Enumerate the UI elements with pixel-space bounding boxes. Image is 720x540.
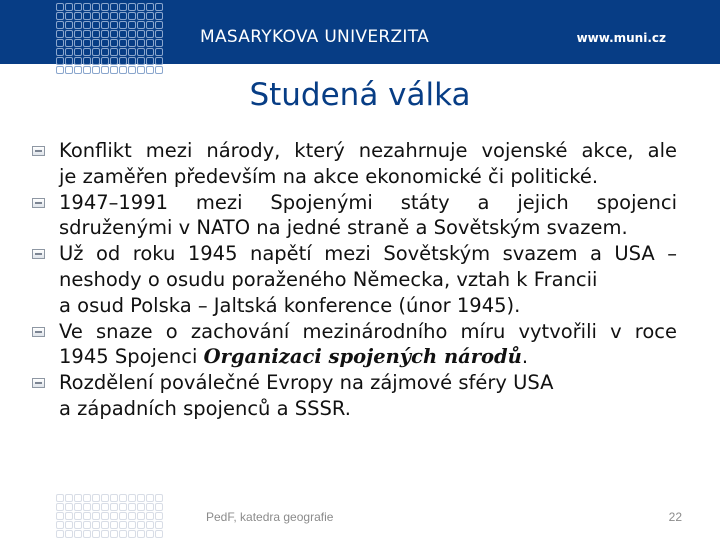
bullet-icon [32,198,45,208]
dot [56,48,64,56]
dot [119,48,127,56]
dot [101,530,109,538]
dot [155,512,163,520]
dot [110,57,118,65]
dot [56,494,64,502]
bullet-list [32,138,677,422]
dot [83,39,91,47]
dot [137,512,145,520]
dot [119,512,127,520]
bullet-item [32,319,677,371]
bullet-line: sdruženými v NATO na jedné straně a Sovětským svazem. [59,216,628,240]
dot [137,494,145,502]
bullet-line [59,344,677,370]
bullet-icon [32,327,45,337]
dot [128,512,136,520]
dot [110,3,118,11]
dot [92,12,100,20]
bullet-line: Konflikt mezi národy, který nezahrnuje vojenské akce, ale [59,139,677,162]
dot [119,521,127,529]
dot [83,21,91,29]
dot [92,39,100,47]
bullet-icon [32,378,45,388]
dot [65,494,73,502]
dot [101,66,109,74]
dot [110,48,118,56]
dot [65,21,73,29]
dot [146,12,154,20]
dot [56,530,64,538]
bullet-item [32,138,677,190]
bullet-item [32,241,677,318]
bullet-line: Rozdělení poválečné Evropy na zájmové sféry USA [59,371,554,395]
dot [74,21,82,29]
dot [137,503,145,511]
dot [92,503,100,511]
dot [74,503,82,511]
dot [92,48,100,56]
dot [56,521,64,529]
bullet-line: a západních spojenců a SSSR. [59,396,351,420]
dot [128,12,136,20]
dot [155,57,163,65]
dot [83,12,91,20]
dot [83,512,91,520]
dot [110,30,118,38]
dot [146,48,154,56]
dot [128,521,136,529]
dot [74,512,82,520]
bullet-line: a osud Polska – Jaltská konference (únor 1945). [59,293,521,317]
dot [110,503,118,511]
dot [137,12,145,20]
dot [101,48,109,56]
bullet-line: neshody o osudu poraženého Německa, vztah k Francii [59,267,598,291]
dot [128,494,136,502]
dot [155,39,163,47]
dot [56,66,64,74]
dot [56,3,64,11]
dot [146,3,154,11]
bullet-text: . [521,345,529,369]
dot [101,512,109,520]
footer-text: PedF, katedra geografie [206,510,334,524]
bullet-line: Už od roku 1945 napětí mezi Sovětským svazem a USA – [59,242,677,266]
dot [65,66,73,74]
dot [137,3,145,11]
dot [137,21,145,29]
bullet-line: 1947–1991 mezi Spojenými státy a jejich spojenci [59,190,677,214]
dot [110,530,118,538]
dot [155,494,163,502]
dot [119,21,127,29]
dot [146,512,154,520]
dot [110,12,118,20]
dot [128,39,136,47]
dot-pattern-footer [56,494,164,539]
dot [110,39,118,47]
dot [65,48,73,56]
dot [155,21,163,29]
dot [119,57,127,65]
dot [56,12,64,20]
dot [119,3,127,11]
dot [146,530,154,538]
dot [119,30,127,38]
dot [74,530,82,538]
bullet-item [32,190,677,242]
dot [65,3,73,11]
dot [119,503,127,511]
dot [119,530,127,538]
bullet-icon [32,146,45,156]
dot [128,503,136,511]
dot [119,494,127,502]
dot [155,66,163,74]
dot [101,494,109,502]
dot [101,57,109,65]
dot [65,30,73,38]
dot [83,66,91,74]
dot [155,48,163,56]
dot [110,512,118,520]
dot [128,48,136,56]
dot [65,39,73,47]
dot [65,57,73,65]
dot [56,503,64,511]
dot [74,66,82,74]
dot [101,503,109,511]
dot [101,3,109,11]
dot [155,12,163,20]
dot [101,21,109,29]
dot [74,57,82,65]
dot [65,12,73,20]
dot [56,21,64,29]
dot [119,12,127,20]
dot [74,12,82,20]
dot [83,48,91,56]
dot [74,521,82,529]
dot [137,521,145,529]
slide-title: Studená válka [249,77,471,113]
dot [74,39,82,47]
dot [155,30,163,38]
dot [137,57,145,65]
dot [146,521,154,529]
dot [56,39,64,47]
dot [83,494,91,502]
dot [83,530,91,538]
dot [83,521,91,529]
dot [110,21,118,29]
dot [92,494,100,502]
dot [137,39,145,47]
dot [110,66,118,74]
dot [155,530,163,538]
university-name: MASARYKOVA UNIVERZITA [200,27,430,47]
dot [74,3,82,11]
dot [101,12,109,20]
dot [101,39,109,47]
dot [56,30,64,38]
emphasized-text: Organizaci spojených národů [203,345,522,369]
dot [92,512,100,520]
dot [119,39,127,47]
dot [83,57,91,65]
dot [137,530,145,538]
dot [155,3,163,11]
dot [83,30,91,38]
dot [155,521,163,529]
dot [128,3,136,11]
dot [101,30,109,38]
dot [101,521,109,529]
dot [65,530,73,538]
dot [110,521,118,529]
dot [92,521,100,529]
dot [128,57,136,65]
dot [119,66,127,74]
dot [146,66,154,74]
dot [146,57,154,65]
dot [146,30,154,38]
dot [83,503,91,511]
dot [74,30,82,38]
dot [92,3,100,11]
page-number: 22 [668,510,682,524]
bullet-icon [32,249,45,259]
dot [74,494,82,502]
dot [128,66,136,74]
dot [92,57,100,65]
dot [56,57,64,65]
university-url: www.muni.cz [576,31,666,45]
dot [65,521,73,529]
dot [83,3,91,11]
dot [137,30,145,38]
dot [92,21,100,29]
bullet-item [32,370,677,422]
dot [128,530,136,538]
header-bar [0,0,720,64]
dot [65,512,73,520]
dot [146,39,154,47]
dot [92,30,100,38]
dot [92,530,100,538]
dot [110,494,118,502]
dot [56,512,64,520]
dot [146,21,154,29]
dot [92,66,100,74]
dot [146,503,154,511]
dot [137,48,145,56]
bullet-text: 1945 Spojenci [59,345,204,369]
bullet-line: Ve snaze o zachování mezinárodního míru vytvořili v roce [59,319,677,343]
bullet-line: je zaměřen především na akce ekonomické či politické. [59,164,599,188]
dot [65,503,73,511]
dot [74,48,82,56]
dot [128,30,136,38]
dot [155,503,163,511]
dot [146,494,154,502]
dot [137,66,145,74]
dot-pattern-logo [56,3,164,75]
dot [128,21,136,29]
